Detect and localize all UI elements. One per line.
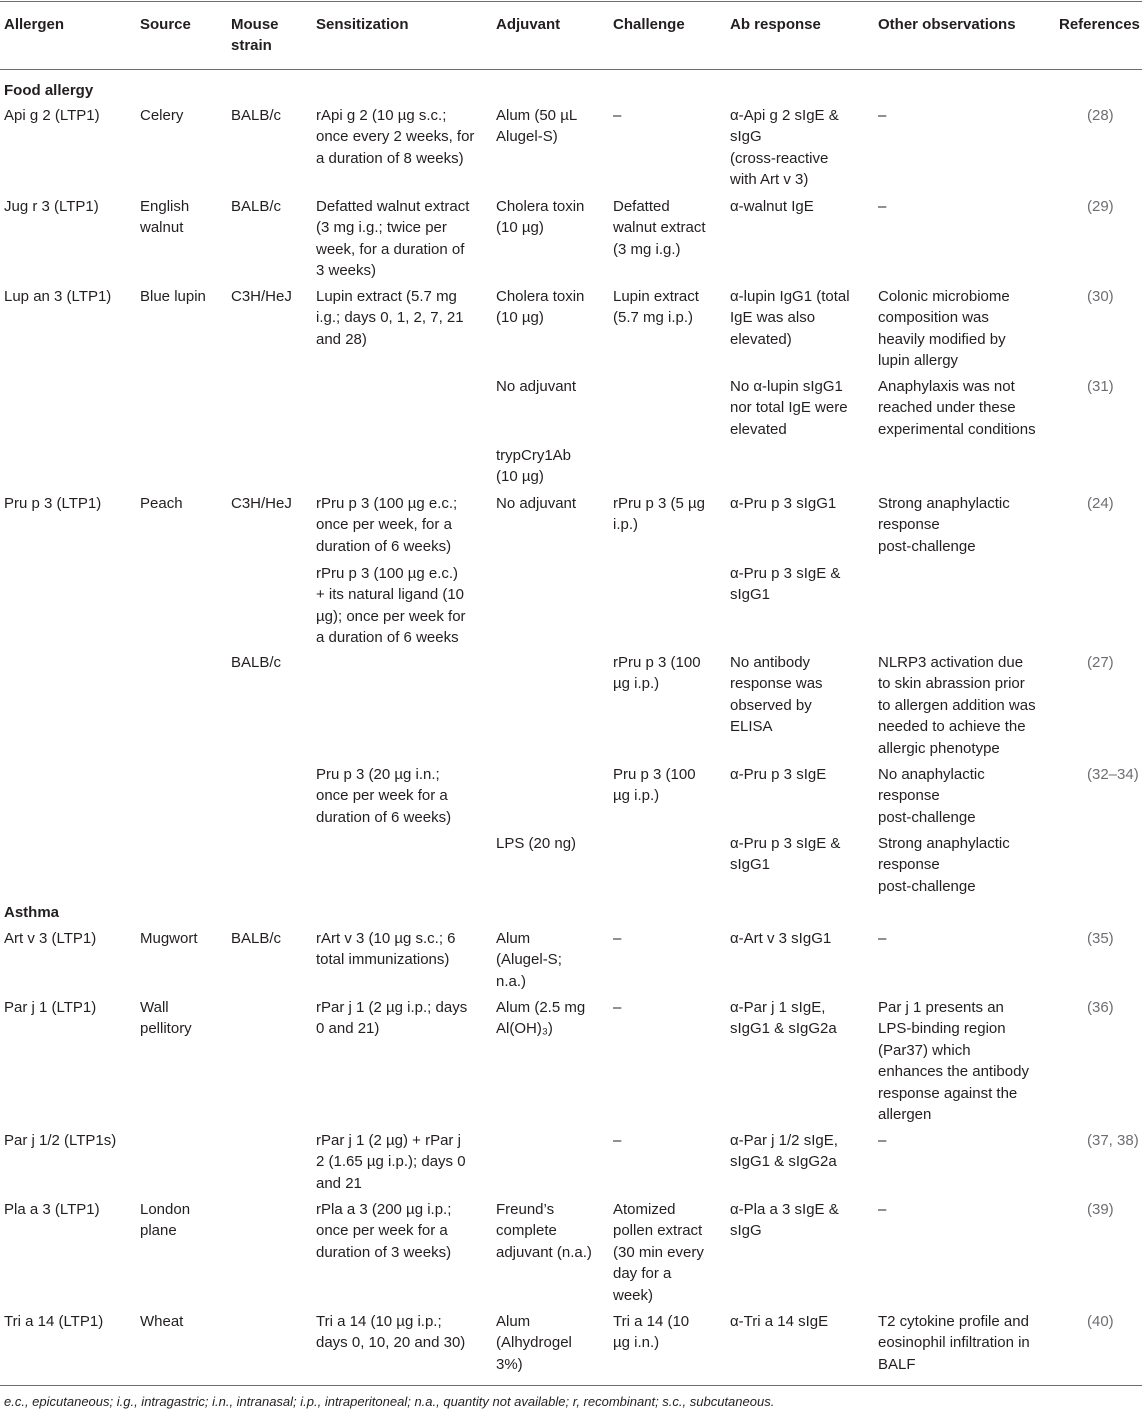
cell-allergen: Art v 3 (LTP1) [4,930,97,947]
cell-ab: α-walnut IgE [730,198,814,215]
header-bottom-rule [0,69,1142,70]
cell-adjuvant: Alum (2.5 mg Al(OH)₃) [496,999,586,1038]
cell-sensitization: rPru p 3 (100 µg e.c.) + its natural ligand (10 µg); once per week for a duration of 6 weeks [316,565,466,647]
cell-other: Anaphylaxis was not reached under these experimental conditions [878,378,1036,438]
cell-ab: α-Pru p 3 sIgG1 [730,495,837,512]
cell-other: No anaphylactic response post-challenge [878,766,985,826]
cell-source: Peach [140,495,183,512]
cell-strain: C3H/HeJ [231,288,292,305]
cell-ab: α-Par j 1 sIgE, sIgG1 & sIgG2a [730,999,837,1038]
cell-other: – [878,930,887,947]
cell-source: Mugwort [140,930,198,947]
cell-challenge: – [613,930,622,947]
cell-adjuvant: Alum (Alhydrogel 3%) [496,1313,572,1373]
cell-adjuvant: trypCry1Ab (10 µg) [496,447,572,486]
cell-ab: No antibody response was observed by ELISA [730,654,823,736]
cell-ab: α-Pru p 3 sIgE & sIgG1 [730,565,841,604]
cell-challenge: rPru p 3 (5 µg i.p.) [613,495,706,534]
cell-allergen: Par j 1 (LTP1) [4,999,97,1016]
cell-ab: α-Tri a 14 sIgE [730,1313,829,1330]
cell-ref: (29) [1087,198,1114,215]
cell-allergen: Api g 2 (LTP1) [4,107,100,124]
column-header-source: Source [140,16,191,33]
cell-ref: (36) [1087,999,1114,1016]
cell-source: Celery [140,107,184,124]
cell-ab: α-Pru p 3 sIgE [730,766,827,783]
cell-strain: BALB/c [231,107,282,124]
cell-sensitization: Tri a 14 (10 µg i.p.; days 0, 10, 20 and 30) [316,1313,466,1352]
column-header-adjuvant: Adjuvant [496,16,561,33]
table-top-rule [0,1,1142,2]
cell-other: Strong anaphylactic response post-challenge [878,495,1010,555]
cell-sensitization: rPru p 3 (100 µg e.c.; once per week, for a duration of 6 weeks) [316,495,458,555]
cell-ab: α-Par j 1/2 sIgE, sIgG1 & sIgG2a [730,1132,838,1171]
cell-other: NLRP3 activation due to skin abrassion prior to allergen addition was needed to achieve the allergic phenotype [878,654,1036,757]
cell-other: Colonic microbiome composition was heavily modified by lupin allergy [878,288,1010,370]
cell-ab: α-lupin IgG1 (total IgE was also elevated) [730,288,850,348]
cell-sensitization: Pru p 3 (20 µg i.n.; once per week for a duration of 6 weeks) [316,766,452,826]
cell-adjuvant: No adjuvant [496,378,577,395]
cell-source: Wheat [140,1313,184,1330]
column-header-ref: References [1059,16,1140,33]
cell-challenge: – [613,107,622,124]
cell-adjuvant: Cholera toxin (10 µg) [496,198,585,237]
cell-source: London plane [140,1201,191,1240]
cell-adjuvant: Alum (Alugel-S; n.a.) [496,930,562,990]
cell-challenge: Atomized pollen extract (30 min every day for a week) [613,1201,704,1304]
cell-sensitization: Lupin extract (5.7 mg i.g.; days 0, 1, 2, 7, 21 and 28) [316,288,464,348]
cell-sensitization: rPar j 1 (2 µg) + rPar j 2 (1.65 µg i.p.); days 0 and 21 [316,1132,466,1192]
cell-ab: α-Pla a 3 sIgE & sIgG [730,1201,839,1240]
cell-ref: (39) [1087,1201,1114,1218]
cell-ref: (32–34) [1087,766,1139,783]
cell-other: Par j 1 presents an LPS-binding region (Par37) which enhances the antibody response against the allergen [878,999,1029,1124]
column-header-sensitization: Sensitization [316,16,409,33]
cell-ab: No α-lupin sIgG1 nor total IgE were elevated [730,378,848,438]
cell-challenge: – [613,999,622,1016]
cell-challenge: Defatted walnut extract (3 mg i.g.) [613,198,706,258]
cell-other: – [878,1201,887,1218]
cell-ref: (28) [1087,107,1114,124]
cell-allergen: Pru p 3 (LTP1) [4,495,102,512]
column-header-ab: Ab response [730,16,821,33]
table-bottom-rule [0,1385,1142,1386]
cell-allergen: Tri a 14 (LTP1) [4,1313,104,1330]
cell-challenge: Lupin extract (5.7 mg i.p.) [613,288,699,327]
section-heading: Food allergy [4,82,94,99]
cell-adjuvant: LPS (20 ng) [496,835,577,852]
section-heading: Asthma [4,904,60,921]
cell-allergen: Jug r 3 (LTP1) [4,198,99,215]
cell-other: – [878,1132,887,1149]
cell-ab: α-Art v 3 sIgG1 [730,930,832,947]
cell-sensitization: rApi g 2 (10 µg s.c.; once every 2 weeks, for a duration of 8 weeks) [316,107,475,167]
cell-adjuvant: Alum (50 µL Alugel-S) [496,107,578,146]
cell-adjuvant: Cholera toxin (10 µg) [496,288,585,327]
column-header-allergen: Allergen [4,16,65,33]
column-header-challenge: Challenge [613,16,685,33]
cell-challenge: – [613,1132,622,1149]
cell-strain: BALB/c [231,930,282,947]
cell-source: Blue lupin [140,288,206,305]
cell-other: Strong anaphylactic response post-challenge [878,835,1010,895]
cell-ref: (24) [1087,495,1114,512]
cell-ab: α-Pru p 3 sIgE & sIgG1 [730,835,841,874]
cell-challenge: Tri a 14 (10 µg i.n.) [613,1313,690,1352]
cell-ab: α-Api g 2 sIgE & sIgG (cross-reactive with Art v 3) [730,107,839,189]
cell-sensitization: rArt v 3 (10 µg s.c.; 6 total immunizations) [316,930,456,969]
cell-ref: (40) [1087,1313,1114,1330]
cell-strain: BALB/c [231,654,282,671]
cell-strain: BALB/c [231,198,282,215]
cell-sensitization: Defatted walnut extract (3 mg i.g.; twice per week, for a duration of 3 weeks) [316,198,470,280]
cell-strain: C3H/HeJ [231,495,292,512]
cell-adjuvant: No adjuvant [496,495,577,512]
cell-other: T2 cytokine profile and eosinophil infiltration in BALF [878,1313,1030,1373]
cell-ref: (27) [1087,654,1114,671]
cell-source: English walnut [140,198,190,237]
cell-ref: (30) [1087,288,1114,305]
column-header-strain: Mouse strain [231,16,279,55]
cell-challenge: Pru p 3 (100 µg i.p.) [613,766,696,805]
cell-adjuvant: Freund’s complete adjuvant (n.a.) [496,1201,592,1261]
cell-ref: (35) [1087,930,1114,947]
cell-other: – [878,107,887,124]
cell-sensitization: rPla a 3 (200 µg i.p.; once per week for a duration of 3 weeks) [316,1201,452,1261]
cell-ref: (31) [1087,378,1114,395]
cell-allergen: Lup an 3 (LTP1) [4,288,112,305]
cell-ref: (37, 38) [1087,1132,1139,1149]
column-header-other: Other observations [878,16,1016,33]
cell-source: Wall pellitory [140,999,192,1038]
cell-allergen: Pla a 3 (LTP1) [4,1201,100,1218]
cell-other: – [878,198,887,215]
cell-sensitization: rPar j 1 (2 µg i.p.; days 0 and 21) [316,999,468,1038]
table-footnote: e.c., epicutaneous; i.g., intragastric; i.n., intranasal; i.p., intraperitoneal; n.a., quantity not available; r, recombinant; s.c., subcutaneous. [4,1394,775,1409]
cell-allergen: Par j 1/2 (LTP1s) [4,1132,117,1149]
cell-challenge: rPru p 3 (100 µg i.p.) [613,654,701,693]
